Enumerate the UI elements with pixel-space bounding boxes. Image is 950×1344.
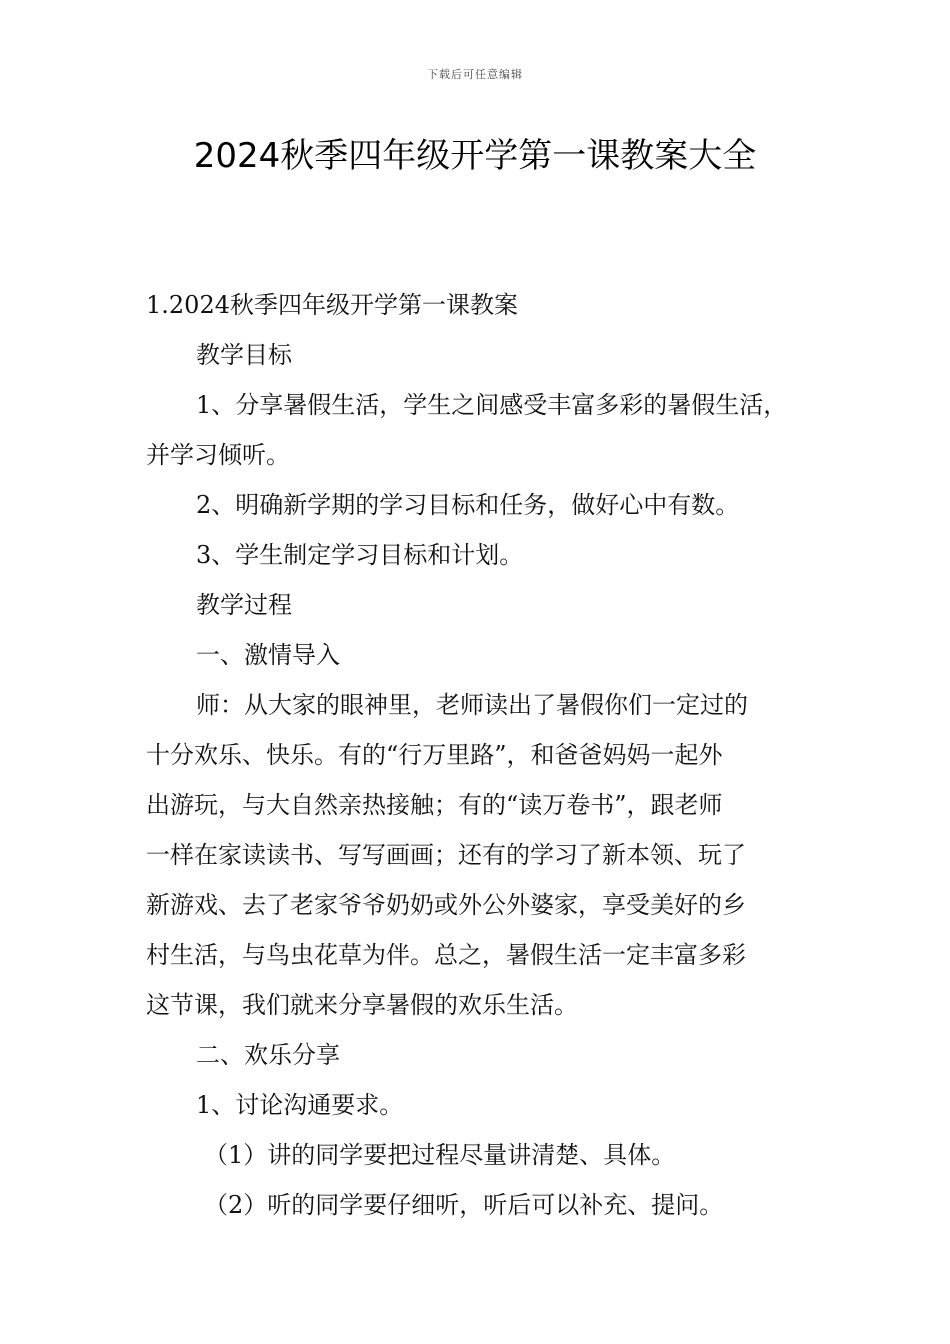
goal-item-2: 2、明确新学期的学习目标和任务，做好心中有数。 bbox=[196, 491, 740, 519]
sharing-subitem-1: （1）讲的同学要把过程尽量讲清楚、具体。 bbox=[204, 1141, 676, 1169]
goal-item-3: 3、学生制定学习目标和计划。 bbox=[196, 541, 524, 569]
download-watermark: 下载后可任意编辑 bbox=[427, 68, 523, 81]
heading-teaching-goals: 教学目标 bbox=[196, 341, 292, 369]
section-title-lesson-1: 1.2024秋季四年级开学第一课教案 bbox=[146, 291, 518, 319]
step-heading-intro: 一、激情导入 bbox=[196, 641, 340, 669]
teacher-speech-line: 一样在家读读书、写写画画；还有的学习了新本领、玩了 bbox=[146, 841, 746, 869]
step-heading-sharing: 二、欢乐分享 bbox=[196, 1041, 340, 1069]
document-body bbox=[146, 280, 826, 1230]
teacher-speech-line: 十分欢乐、快乐。有的“行万里路”，和爸爸妈妈一起外 bbox=[146, 741, 723, 769]
goal-item-1-continued: 并学习倾听。 bbox=[146, 441, 290, 469]
document-title: 2024秋季四年级开学第一课教案大全 bbox=[193, 136, 757, 176]
teacher-speech-line: 师：从大家的眼神里，老师读出了暑假你们一定过的 bbox=[196, 691, 748, 719]
heading-teaching-process: 教学过程 bbox=[196, 591, 292, 619]
teacher-speech-line: 新游戏、去了老家爷爷奶奶或外公外婆家，享受美好的乡 bbox=[146, 891, 746, 919]
sharing-subitem-2: （2）听的同学要仔细听，听后可以补充、提问。 bbox=[204, 1191, 724, 1219]
sharing-item-1: 1、讨论沟通要求。 bbox=[196, 1091, 404, 1119]
teacher-speech-line: 出游玩，与大自然亲热接触；有的“读万卷书”，跟老师 bbox=[146, 791, 723, 819]
teacher-speech-line: 这节课，我们就来分享暑假的欢乐生活。 bbox=[146, 991, 578, 1019]
goal-item-1: 1、分享暑假生活，学生之间感受丰富多彩的暑假生活， bbox=[196, 391, 788, 419]
teacher-speech-line: 村生活，与鸟虫花草为伴。总之，暑假生活一定丰富多彩 bbox=[146, 941, 746, 969]
